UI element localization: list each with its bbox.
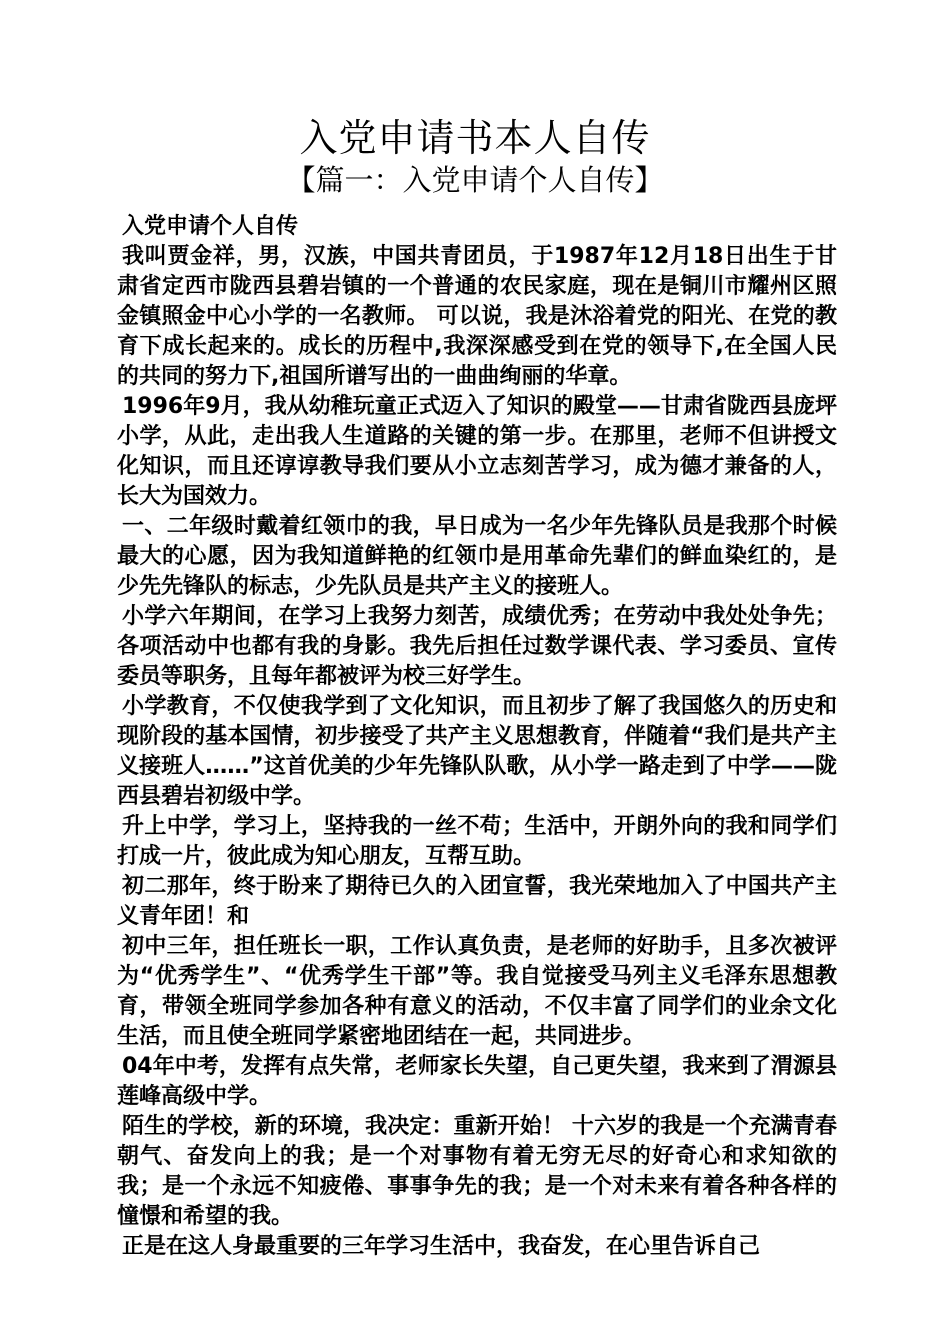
paragraph: 一、二年级时戴着红领巾的我，早日成为一名少年先锋队员是我那个时候最大的心愿，因为我知道鲜艳的红领巾是用革命先辈们的鲜血染红的，是少先先锋队的标志，少先队员是共产主义的接班人。 [117, 514, 837, 599]
paragraph: 1996年9月，我从幼稚玩童正式迈入了知识的殿堂——甘肃省陇西县庞坪小学，从此，走出我人生道路的关键的第一步。在那里，老师不但讲授文化知识，而且还谆谆教导我们要从小立志刻苦学习，成为德才兼备的人，长大为国效力。 [117, 394, 837, 509]
paragraph: 升上中学，学习上，坚持我的一丝不苟；生活中，开朗外向的我和同学们打成一片，彼此成为知心朋友，互帮互助。 [117, 814, 837, 869]
paragraph: 陌生的学校，新的环境，我决定：重新开始！ 十六岁的我是一个充满青春朝气、奋发向上的我；是一个对事物有着无穷无尽的好奇心和求知欲的我；是一个永远不知疲倦、事事争先的我；是一个对未来有着各种各样的憧憬和希望的我。 [117, 1114, 837, 1229]
paragraph: 小学六年期间，在学习上我努力刻苦，成绩优秀；在劳动中我处处争先；各项活动中也都有我的身影。我先后担任过数学课代表、学习委员、宣传委员等职务，且每年都被评为校三好学生。 [117, 604, 837, 689]
paragraph: 小学教育，不仅使我学到了文化知识，而且初步了解了我国悠久的历史和现阶段的基本国情，初步接受了共产主义思想教育，伴随着“我们是共产主义接班人……”这首优美的少年先锋队队歌，从小学一路走到了中学——陇西县碧岩初级中学。 [117, 694, 837, 809]
paragraph: 正是在这人身最重要的三年学习生活中，我奋发，在心里告诉自己 [122, 1234, 761, 1259]
paragraph: 04年中考，发挥有点失常，老师家长失望，自己更失望，我来到了渭源县莲峰高级中学。 [117, 1054, 837, 1109]
document-title: 入党申请书本人自传 [299, 116, 651, 160]
document-body [117, 212, 837, 1262]
section-heading: 入党申请个人自传 [122, 214, 299, 239]
paragraph: 初中三年，担任班长一职，工作认真负责，是老师的好助手，且多次被评为“优秀学生”、“优秀学生干部”等。我自觉接受马列主义毛泽东思想教育，带领全班同学参加各种有意义的活动，不仅丰富了同学们的业余文化生活，而且使全班同学紧密地团结在一起，共同进步。 [117, 934, 837, 1049]
document-subtitle: 【篇一：入党申请个人自传】 [286, 163, 664, 197]
paragraph: 初二那年，终于盼来了期待已久的入团宣誓，我光荣地加入了中国共产主义青年团！和 [117, 874, 837, 929]
paragraph: 我叫贾金祥，男，汉族，中国共青团员，于1987年12月18日出生于甘肃省定西市陇西县碧岩镇的一个普通的农民家庭，现在是铜川市耀州区照金镇照金中心小学的一名教师。 可以说，我是沐浴着党的阳光、在党的教育下成长起来的。成长的历程中,我深深感受到在党的领导下,在全国人民的共同的努力下,祖国所谱写出的一曲曲绚丽的华章。 [117, 244, 837, 389]
